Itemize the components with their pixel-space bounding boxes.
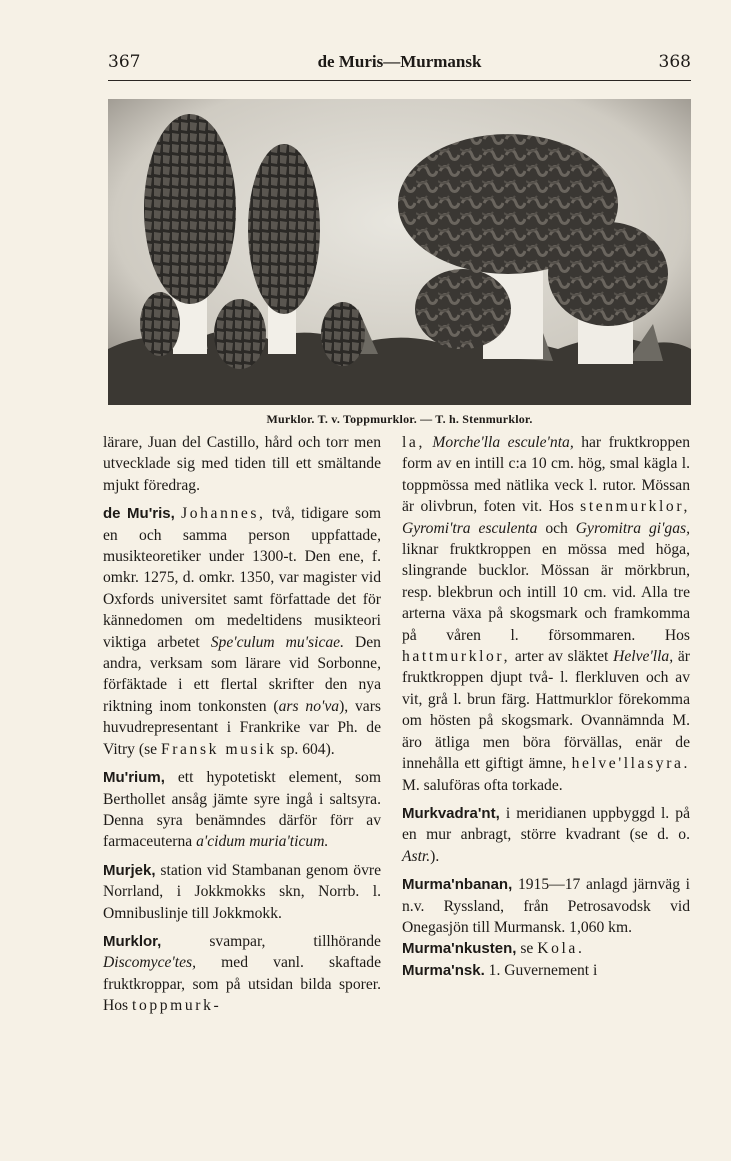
entry-text: i meridianen uppbyggd l. på en mur anbragt, större kvadrant (se d. o. [402,804,690,844]
entry-text: svampar, tillhörande [209,932,381,950]
entry-murklor [103,931,381,1017]
headword: Murma'nsk. [402,961,485,979]
latin-term: Gyromitra gi'gas, [575,519,690,537]
spaced-term: helve'llasyra. [571,755,691,773]
spaced-name: Johannes, [181,505,266,523]
running-header [108,52,691,78]
entry-text: sp. 604). [280,740,335,758]
entry-murmansk [402,960,690,981]
entry-text: arter av släktet [514,648,609,666]
entry-text: är fruktkroppen djupt två- l. flerkluven och av vit, grå l. brun färg. Hattmurklor förekomma om hösten på skogsmark. Ovannämnda M. äro ätliga men böra förvällas, enär de innehålla ett giftigt ämne, [402,648,691,773]
work-title: Spe'culum mu'sicae. [210,633,344,651]
spaced-term: stenmurklor, [580,498,690,516]
morel-illustration [108,99,691,405]
cross-reference: Fransk musik [160,740,277,758]
page-number-right: 368 [658,52,691,72]
entry-text: 1915—17 anlagd järnväg i n.v. Ryssland, från Petrosavodsk vid Onegasjön till Murmansk. 1,060 km. [402,876,690,936]
spaced-term: toppmurk- [132,997,222,1015]
headword: Murkvadra'nt, [402,804,500,822]
continued-entry-text: lärare, Juan del Castillo, hård och torr men utvecklade sig med tiden till ett smältande mjukt föredrag. [103,434,381,494]
latin-term: Gyromi'tra esculenta [402,519,538,537]
entry-text: station vid Stambanan genom övre Norrland, i Jokkmokks skn, Norrb. l. Omnibuslinje till Jokkmokk. [103,861,381,922]
headword: Murma'nkusten, [402,940,517,958]
cross-reference: Astr. [402,847,431,865]
entry-de-muris [103,503,381,760]
entry-text: har fruktkroppen form av en intill c:a 10 cm. hög, smal kägla l. toppmössa med nätlika veck l. rutor. Mössan är olivbrun, foten vit. Hos [402,434,690,516]
entry-text: liknar fruktkroppen en mössa med höga, slingrande bucklor. Mössan är mörkbrun, resp. blekbrun och intill 10 cm. vid. Alla tre arterna växa på skogsmark och framkomma på våren l. försommaren. Hos [402,541,690,644]
latin-term: ars no'va [278,697,340,715]
latin-term: Helve'lla, [613,648,674,666]
latin-term: a'cidum muria'ticum. [196,833,329,851]
headword: de Mu'ris, [103,505,175,523]
entry-murjek [103,860,381,924]
headword: Murma'nbanan, [402,876,513,894]
header-rule [108,80,691,81]
entry-text: Den andra, verksam som lärare vid Sorbonne, förfäktade i ett flertal skrifter den nya riktning inom tonkonsten ( [103,633,381,715]
entry-murklor-continued [402,432,690,796]
figure-caption: Murklor. T. v. Toppmurklor. — T. h. Stenmurklor. [266,412,533,426]
headword: Mu'rium, [103,769,165,787]
headword: Murklor, [103,932,162,950]
entry-murmanbanan [402,874,690,938]
cross-reference: Kola. [537,940,585,958]
entry-murmankusten [402,938,690,959]
page-number-left: 367 [108,52,141,72]
entry-murkvadrant [402,803,690,867]
entry-text: och [545,519,568,537]
entry-text: se [520,940,534,958]
left-column [103,432,381,1017]
latin-term: Discomyce'tes, [103,954,196,972]
entry-text: M. saluföras ofta torkade. [402,776,563,794]
entry-text: ett hypotetiskt element, som Berthollet ansåg jämte syre ingå i saltsyra. Denna syra benämndes därför förr av farmaceuterna [103,769,381,851]
entry-text: ), vars huvudrepresentant i Frankrike var Ph. de Vitry (se [103,697,381,758]
entry-text: ). [430,847,440,865]
right-column [402,432,690,981]
headword: Murjek, [103,861,156,879]
spaced-term: hattmurklor, [402,648,511,666]
latin-term: Morche'lla escule'nta, [432,434,574,451]
spaced-term: la, [402,434,425,451]
running-title: de Muris—Murmansk [317,52,482,71]
entry-text: två, tidigare som en och samma person uppfattade, musikteoretiker under 1300-t. Den ene, f. omkr. 1275, d. omkr. 1350, var magister vid Oxfords universitet samt författade det för kännedomen om medeltidens musikteori viktiga arbetet [103,505,381,651]
entry-text: 1. Guvernement i [488,961,598,979]
entry-murium [103,767,381,853]
entry-text: med vanl. skaftade fruktkroppar, som på utsidan bilda sporer. Hos [103,954,382,1015]
